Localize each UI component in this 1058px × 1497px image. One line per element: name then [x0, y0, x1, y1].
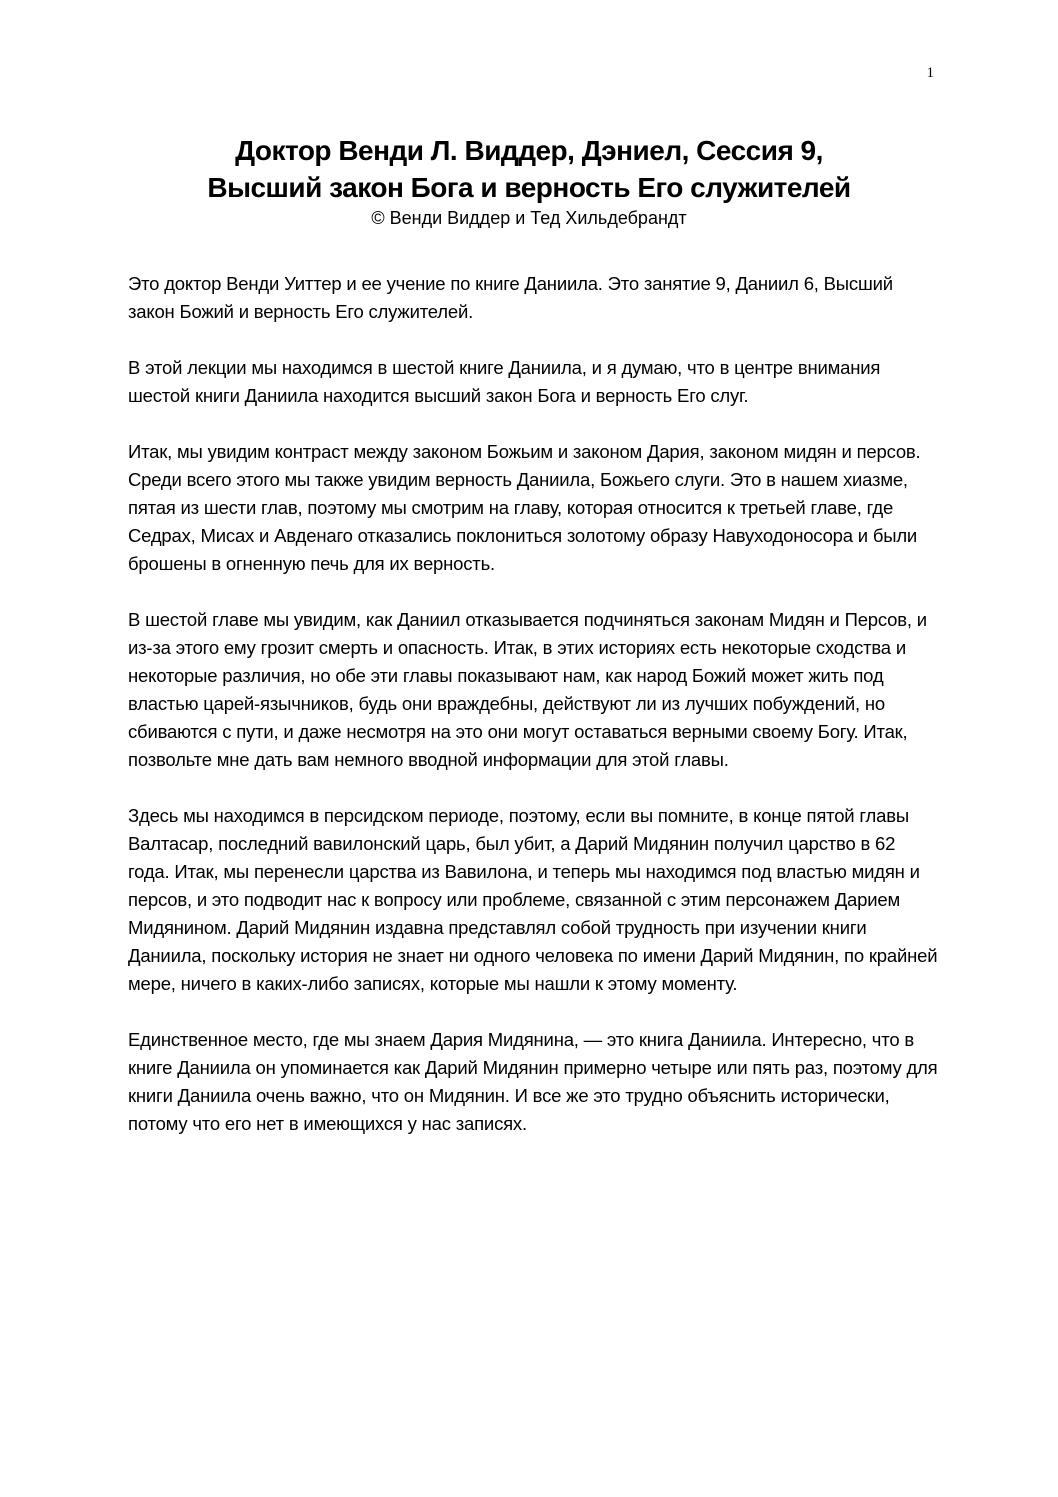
- paragraph-6: Единственное место, где мы знаем Дария Мидянина, — это книга Даниила. Интересно, что в книге Даниила он упоминается как Дарий Мидянин примерно четыре или пять раз, поэтому для книги Даниила очень важно, что он Мидянин. И все же это трудно объяснить исторически, потому что его нет в имеющихся у нас записях.: [128, 1029, 938, 1134]
- paragraph-1: Это доктор Венди Уиттер и ее учение по книге Даниила. Это занятие 9, Даниил 6, Высший закон Божий и верность Его служителей.: [128, 273, 893, 322]
- paragraph-2: В этой лекции мы находимся в шестой книге Даниила, и я думаю, что в центре внимания шестой книги Даниила находится высший закон Бога и верность Его слуг.: [128, 357, 881, 406]
- paragraph-3: Итак, мы увидим контраст между законом Божьим и законом Дария, законом мидян и персов. Среди всего этого мы также увидим верность Даниила, Божьего слуги. Это в нашем хиазме, пятая из шести глав, поэтому мы смотрим на главу, которая относится к третьей главе, где Седрах, Мисах и Авденаго отказались поклониться золотому образу Навуходоносора и были брошены в огненную печь для их верность.: [128, 441, 921, 574]
- title-line-1: Доктор Венди Л. Виддер, Дэниел, Сессия 9,: [235, 135, 823, 166]
- page-number: 1: [926, 65, 934, 81]
- paragraph-4: В шестой главе мы увидим, как Даниил отказывается подчиняться законам Мидян и Персов, и из-за этого ему грозит смерть и опасность. Итак, в этих историях есть некоторые сходства и некоторые различия, но обе эти главы показывают нам, как народ Божий может жить под властью царей-язычников, будь они враждебны, действуют ли из лучших побуждений, но сбиваются с пути, и даже несмотря на это они могут оставаться верными своему Богу. Итак, позвольте мне дать вам немного вводной информации для этой главы.: [128, 609, 927, 770]
- document-header: [100, 132, 958, 230]
- paragraph-5: Здесь мы находимся в персидском периоде, поэтому, если вы помните, в конце пятой главы Валтасар, последний вавилонский царь, был убит, а Дарий Мидянин получил царство в 62 года. Итак, мы перенесли царства из Вавилона, и теперь мы находимся под властью мидян и персов, и это подводит нас к вопросу или проблеме, связанной с этим персонажем Дарием Мидянином. Дарий Мидянин издавна представлял собой трудность при изучении книги Даниила, поскольку история не знает ни одного человека по имени Дарий Мидянин, по крайней мере, ничего в каких-либо записях, которые мы нашли к этому моменту.: [128, 805, 938, 994]
- title-line-2: Высший закон Бога и верность Его служителей: [207, 172, 851, 203]
- copyright-line: © Венди Виддер и Тед Хильдебрандт: [371, 208, 687, 228]
- document-body: [128, 270, 938, 1166]
